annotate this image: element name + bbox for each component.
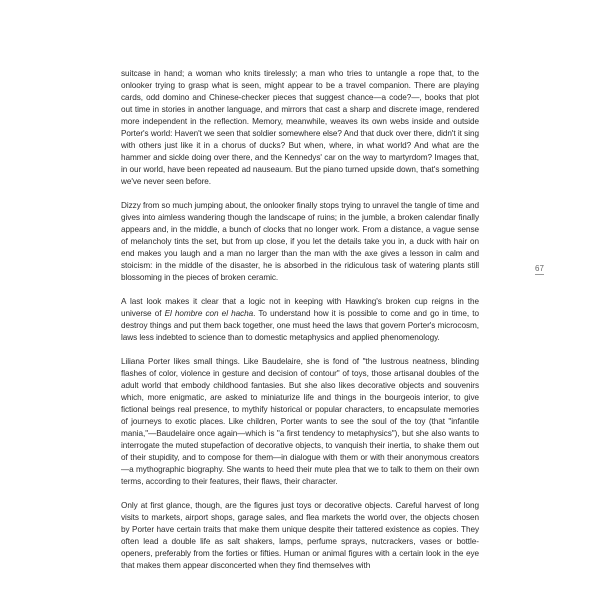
paragraph-4: Liliana Porter likes small things. Like Baudelaire, she is fond of "the lustrous neatness, blinding flashes of color, violence in gesture and decision of contour" of toys, those artisanal doubles of the adult world that embody childhood fantasies. But she also likes decorative objects and souvenirs which, more enigmatic, are asked to miniaturize life and things in the bourgeois interior, to give fictional beings real presence, to mythify historical or popular characters, to encapsulate memories of journeys to exotic places. Like children, Porter wants to see the soul of the toy (that "infantile mania,"—Baudelaire once again—which is "a first tendency to metaphysics"), but she also wants to interrogate the muted stupefaction of decorative objects, to vanquish their inertia, to shake them out of their stupidity, and to compose for them—in dialogue with them or with their anonymous creators—a mythographic biography. She wants to heed their mute plea that we to talk to them on their own terms, according to their features, their flaws, their character. <box>121 357 479 486</box>
body-text <box>121 68 479 572</box>
paragraph-2: Dizzy from so much jumping about, the onlooker finally stops trying to unravel the tangle of time and gives into aimless wandering though the landscape of ruins; in the jumble, a broken calendar finally appears and, in the middle, a bunch of clocks that no longer work. From a distance, a vague sense of melancholy tints the set, but from up close, if you let the details take you in, a duck with hair on end makes you laugh and a man no larger than the man with the axe gives a lesson in calm and stoicism: in the middle of the disaster, he is absorbed in the ridiculous task of watering plants still blossoming in the pieces of broken ceramic. <box>121 201 479 282</box>
paragraph-1: suitcase in hand; a woman who knits tirelessly; a man who tries to untangle a rope that, to the onlooker trying to grasp what is seen, might appear to be a travel companion. There are playing cards, odd domino and Chinese-checker pieces that suggest chance—a code?—, books that plot out time in stories in another language, and mirrors that cast a sharp and discrete image, rendered more independent in the reflection. Memory, meanwhile, weaves its own webs inside and outside Porter's world: Haven't we seen that soldier somewhere else? And that duck over there, didn't it sing with others just like it in a chorus of ducks? But when, where, in what world? And what are the hammer and sickle doing over there, and the Kennedys' car on the way to martyrdom? Images that, in our world, have been repeated ad nauseaum. But the piano turned upside down, that's something we've never seen before. <box>121 69 479 186</box>
paragraph-5: Only at first glance, though, are the figures just toys or decorative objects. Careful harvest of long visits to markets, airport shops, garage sales, and flea markets the world over, the objects chosen by Porter have certain traits that make them unique despite their tattered existence as copies. They often lead a double life as salt shakers, lamps, perfume sprays, nutcrackers, vases or bottle-openers, preferably from the forties or fifties. Human or animal figures with a certain look in the eye that makes them appear disconcerted when they find themselves with <box>121 501 479 570</box>
page-number: 67 <box>535 264 544 273</box>
artwork-title: El hombre con el hacha <box>164 309 254 318</box>
paragraph-3-text-before: A last look makes it clear that a logic not in keeping with Hawking's broken cup reigns in the universe of <box>121 297 479 318</box>
paragraph-3-text-after: . To understand how it is possible to come and go in time, to destroy things and put them back together, one must heed the laws that govern Porter's microcosm, laws less indebted to science than to domestic metaphysics and applied phenomenology. <box>121 309 480 342</box>
paragraph-3 <box>121 296 479 344</box>
